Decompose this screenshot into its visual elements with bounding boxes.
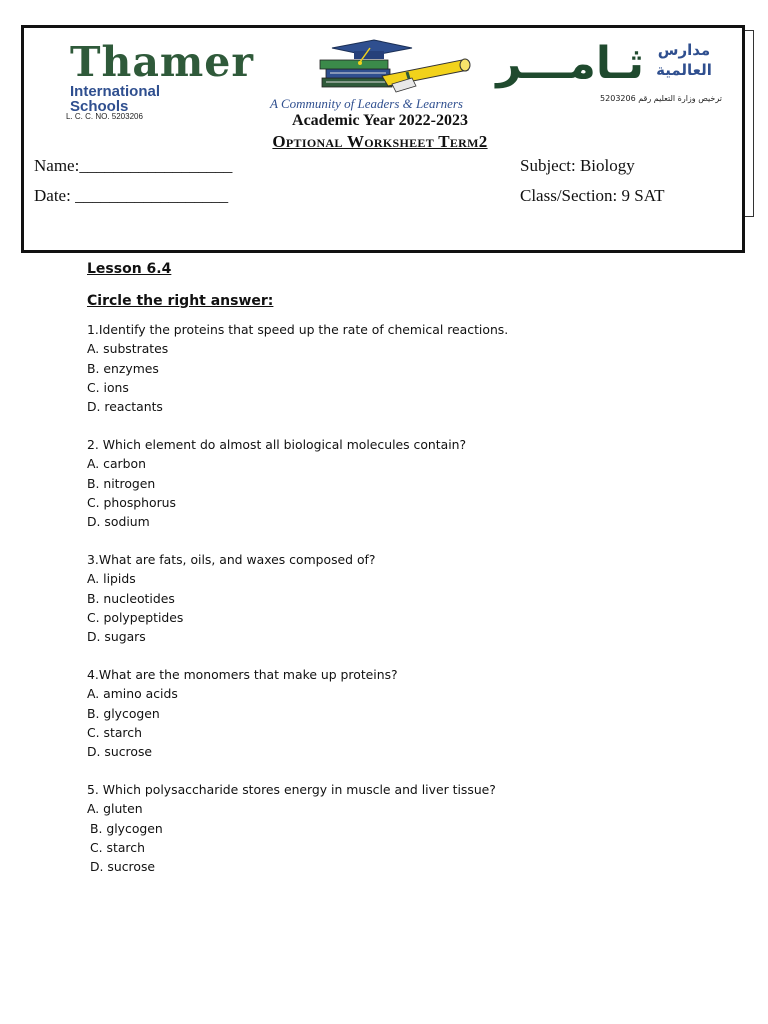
answer-option[interactable]: B. nucleotides (87, 590, 175, 606)
question-5 (87, 780, 707, 876)
school-logo-arabic-sub (644, 40, 724, 80)
question-3 (87, 550, 707, 646)
question-4 (87, 665, 707, 761)
answer-option[interactable]: A. amino acids (87, 686, 178, 702)
question-text: 4.What are the monomers that make up proteins? (87, 666, 398, 682)
question-2 (87, 435, 707, 531)
answer-option[interactable]: C. polypeptides (87, 609, 184, 625)
question-1 (87, 320, 707, 416)
answer-option[interactable]: B. enzymes (87, 360, 159, 376)
answer-option[interactable]: B. glycogen (90, 820, 163, 836)
arabic-schools-line2: العالمية (656, 61, 712, 79)
spacer (87, 531, 707, 550)
answer-option[interactable]: C. ions (87, 379, 129, 395)
answer-option[interactable]: D. sodium (87, 514, 150, 530)
answer-option[interactable]: B. nitrogen (87, 475, 156, 491)
arabic-schools-line1: مدارس (657, 41, 711, 59)
class-section-field: Class/Section: 9 SAT (520, 186, 665, 205)
question-text: 5. Which polysaccharide stores energy in muscle and liver tissue? (87, 781, 496, 797)
worksheet-body (87, 258, 707, 876)
school-logo-sub1: International (70, 83, 161, 100)
license-number-ar: ترخيص وزارة التعليم رقم 5203206 (600, 94, 722, 103)
subject-field: Subject: Biology (520, 156, 635, 175)
date-field: Date: __________________ (34, 186, 229, 205)
question-text: 1.Identify the proteins that speed up the rate of chemical reactions. (87, 322, 509, 337)
school-tagline: A Community of Leaders & Learners (270, 96, 463, 111)
answer-option[interactable]: C. starch (87, 724, 142, 740)
spacer (87, 416, 707, 435)
worksheet-title: Optional Worksheet Term2 (272, 132, 488, 151)
license-number-en: L. C. C. NO. 5203206 (66, 112, 143, 121)
school-logo-arabic: ثـامـــر (496, 38, 644, 89)
spacer (87, 761, 707, 780)
school-logo-sub2: Schools (70, 98, 129, 115)
answer-option[interactable]: D. sugars (87, 629, 146, 645)
question-text: 3.What are fats, oils, and waxes composed of? (87, 551, 376, 567)
answer-option[interactable]: D. sucrose (90, 859, 156, 875)
worksheet-header (21, 25, 745, 253)
answer-option[interactable]: A. gluten (87, 801, 143, 817)
school-logo-title: Thamer (70, 38, 254, 86)
spacer (87, 646, 707, 665)
answer-option[interactable]: A. substrates (87, 341, 169, 357)
answer-option[interactable]: D. reactants (87, 399, 163, 415)
answer-option[interactable]: D. sucrose (87, 744, 153, 760)
lesson-heading: Lesson 6.4 (87, 261, 172, 277)
name-field: Name:__________________ (34, 156, 233, 175)
academic-year: Academic Year 2022-2023 (292, 112, 468, 129)
answer-option[interactable]: A. carbon (87, 456, 146, 472)
instruction-heading: Circle the right answer: (87, 293, 274, 309)
answer-option[interactable]: C. phosphorus (87, 494, 176, 510)
answer-option[interactable]: C. starch (90, 839, 145, 855)
answer-option[interactable]: B. glycogen (87, 705, 160, 721)
answer-option[interactable]: A. lipids (87, 571, 136, 587)
graduation-books-icon (312, 38, 477, 98)
question-text: 2. Which element do almost all biological molecules contain? (87, 436, 467, 452)
